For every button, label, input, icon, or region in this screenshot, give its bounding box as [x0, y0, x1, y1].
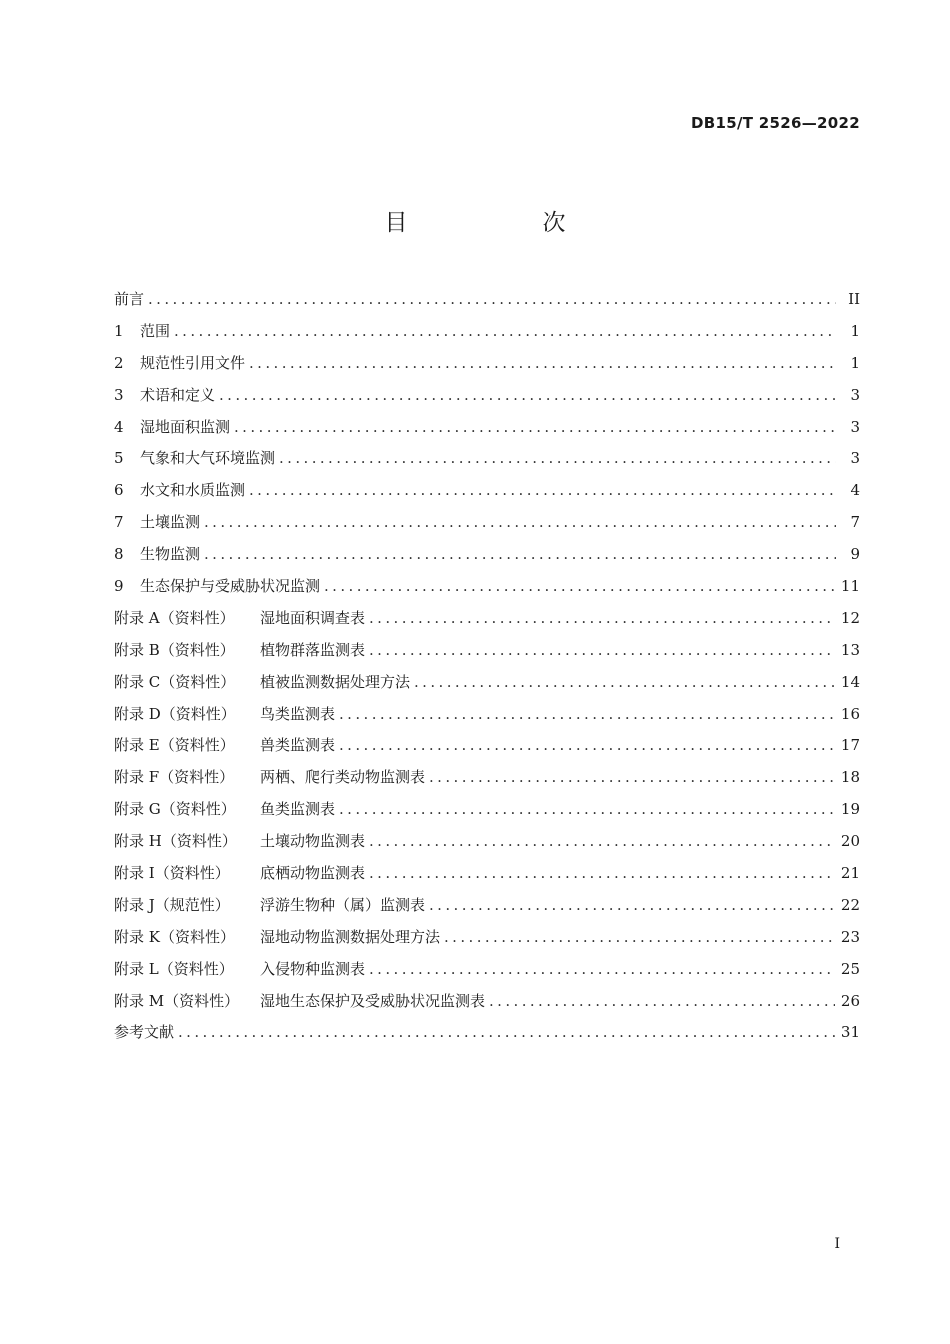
toc-entry-number: 2: [114, 353, 124, 372]
toc-leader-dots: [204, 542, 836, 566]
toc-entry-page: 7: [850, 513, 860, 532]
toc-leader-dots: [339, 733, 835, 757]
toc-entry[interactable]: [114, 765, 860, 797]
toc-leader-dots: [414, 670, 835, 694]
toc-leader-dots: [249, 478, 836, 502]
toc-entry-appendix-label: 附录 M（资料性）: [114, 991, 240, 1010]
toc-entry[interactable]: [114, 415, 860, 447]
toc-entry[interactable]: [114, 670, 860, 702]
toc-entry-appendix-label: 附录 D（资料性）: [114, 704, 236, 723]
toc-entry-page: 3: [850, 449, 860, 468]
toc-leader-dots: [339, 797, 835, 821]
toc-entry-title: 范围: [140, 321, 171, 340]
toc-entry-page: 25: [840, 959, 860, 978]
toc-entry-page: 17: [840, 736, 860, 755]
toc-leader-dots: [148, 287, 836, 311]
toc-entry-appendix-label: 附录 A（资料性）: [114, 608, 235, 627]
toc-leader-dots: [249, 351, 836, 375]
toc-leader-dots: [178, 1020, 835, 1044]
toc-entry-title: 术语和定义: [140, 385, 216, 404]
toc-entry-appendix-label: 附录 K（资料性）: [114, 927, 235, 946]
toc-entry-page: 9: [850, 545, 860, 564]
toc-leader-dots: [369, 829, 835, 853]
toc-entry-page: 21: [840, 864, 860, 883]
toc-leader-dots: [429, 765, 835, 789]
toc-entry[interactable]: [114, 733, 860, 765]
toc-entry[interactable]: [114, 287, 860, 319]
toc-entry[interactable]: [114, 606, 860, 638]
toc-entry-appendix-label: 附录 F（资料性）: [114, 768, 235, 787]
toc-entry-title: 入侵物种监测表: [260, 959, 366, 978]
toc-entry-number: 7: [114, 513, 124, 532]
toc-entry[interactable]: [114, 510, 860, 542]
toc-entry[interactable]: [114, 702, 860, 734]
toc-leader-dots: [429, 893, 835, 917]
toc-entry-number: 4: [114, 417, 124, 436]
toc-entry-appendix-label: 附录 L（资料性）: [114, 959, 234, 978]
toc-entry[interactable]: [114, 893, 860, 925]
toc-entry-number: 8: [114, 545, 124, 564]
toc-entry[interactable]: [114, 638, 860, 670]
toc-entry-title: 参考文献: [114, 1023, 175, 1042]
toc-entry-title: 土壤监测: [140, 513, 201, 532]
toc-entry[interactable]: [114, 478, 860, 510]
toc-entry[interactable]: [114, 542, 860, 574]
toc-entry[interactable]: [114, 1020, 860, 1052]
toc-leader-dots: [204, 510, 836, 534]
toc-entry-number: 5: [114, 449, 124, 468]
page-number: I: [834, 1236, 840, 1252]
toc-entry-page: 12: [840, 608, 860, 627]
page-title: 目 次: [384, 210, 622, 236]
toc-entry[interactable]: [114, 925, 860, 957]
toc-entry-appendix-label: 附录 B（资料性）: [114, 640, 235, 659]
toc-entry-title: 湿地面积监测: [140, 417, 231, 436]
toc-entry-title: 规范性引用文件: [140, 353, 246, 372]
toc-entry[interactable]: [114, 861, 860, 893]
toc-leader-dots: [369, 638, 835, 662]
toc-entry[interactable]: [114, 957, 860, 989]
toc-leader-dots: [279, 446, 836, 470]
toc-entry-page: 3: [850, 385, 860, 404]
toc-entry-appendix-label: 附录 C（资料性）: [114, 672, 236, 691]
toc-entry-title: 气象和大气环境监测: [140, 449, 276, 468]
toc-entry-number: 3: [114, 385, 124, 404]
toc-leader-dots: [174, 319, 836, 343]
toc-entry-page: 16: [840, 704, 860, 723]
toc-entry[interactable]: [114, 797, 860, 829]
toc-entry-number: 1: [114, 321, 124, 340]
toc-entry-appendix-label: 附录 J（规范性）: [114, 895, 230, 914]
toc-entry-page: 3: [850, 417, 860, 436]
toc-entry-number: 9: [114, 577, 124, 596]
toc-entry[interactable]: [114, 446, 860, 478]
toc-entry-appendix-label: 附录 G（资料性）: [114, 800, 236, 819]
toc-entry-page: 26: [840, 991, 860, 1010]
toc-entry[interactable]: [114, 829, 860, 861]
toc-entry-title: 生态保护与受威胁状况监测: [140, 577, 321, 596]
toc-entry-page: 22: [840, 895, 860, 914]
toc-leader-dots: [369, 606, 835, 630]
toc-entry-page: 1: [850, 321, 860, 340]
toc-entry-title: 湿地面积调查表: [260, 608, 366, 627]
toc-entry-page: 20: [840, 832, 860, 851]
toc-entry-title: 前言: [114, 290, 145, 308]
toc-leader-dots: [369, 861, 835, 885]
toc-entry-title: 植物群落监测表: [260, 640, 366, 659]
toc-entry-title: 植被监测数据处理方法: [260, 672, 411, 691]
toc-entry-page: 23: [840, 927, 860, 946]
toc-entry-title: 水文和水质监测: [140, 481, 246, 500]
toc-entry-page: 11: [840, 577, 860, 596]
toc-entry-appendix-label: 附录 E（资料性）: [114, 736, 235, 755]
toc-entry-title: 鱼类监测表: [260, 800, 336, 819]
toc-entry-page: 14: [840, 672, 860, 691]
toc-entry[interactable]: [114, 574, 860, 606]
toc-entry-title: 鸟类监测表: [260, 704, 336, 723]
toc-leader-dots: [219, 383, 836, 407]
toc-entry[interactable]: [114, 989, 860, 1021]
toc-entry-title: 土壤动物监测表: [260, 832, 366, 851]
toc-entry-number: 6: [114, 481, 124, 500]
toc-entry-appendix-label: 附录 I（资料性）: [114, 864, 230, 883]
toc-entry-title: 兽类监测表: [260, 736, 336, 755]
toc-entry-title: 生物监测: [140, 545, 201, 564]
document-code: DB15/T 2526—2022: [691, 114, 860, 132]
toc-entry[interactable]: [114, 383, 860, 415]
toc-entry-page: 18: [840, 768, 860, 787]
toc-entry-title: 湿地动物监测数据处理方法: [260, 927, 441, 946]
toc-entry[interactable]: [114, 319, 860, 351]
toc-entry-page: 31: [840, 1023, 860, 1042]
toc-entry-page: 19: [840, 800, 860, 819]
toc-entry-title: 浮游生物种（属）监测表: [260, 895, 426, 914]
toc-entry-title: 两栖、爬行类动物监测表: [260, 768, 426, 787]
toc-leader-dots: [444, 925, 835, 949]
toc-entry-page: II: [848, 290, 860, 308]
toc-leader-dots: [369, 957, 835, 981]
toc-leader-dots: [234, 415, 836, 439]
toc-entry-title: 湿地生态保护及受威胁状况监测表: [260, 991, 486, 1010]
toc-entry[interactable]: [114, 351, 860, 383]
toc-entry-title: 底栖动物监测表: [260, 864, 366, 883]
toc-entry-page: 13: [840, 640, 860, 659]
toc-entry-page: 1: [850, 353, 860, 372]
toc-leader-dots: [324, 574, 835, 598]
table-of-contents: [114, 287, 860, 1052]
toc-entry-page: 4: [850, 481, 860, 500]
toc-entry-appendix-label: 附录 H（资料性）: [114, 832, 237, 851]
toc-leader-dots: [489, 989, 835, 1013]
toc-leader-dots: [339, 702, 835, 726]
